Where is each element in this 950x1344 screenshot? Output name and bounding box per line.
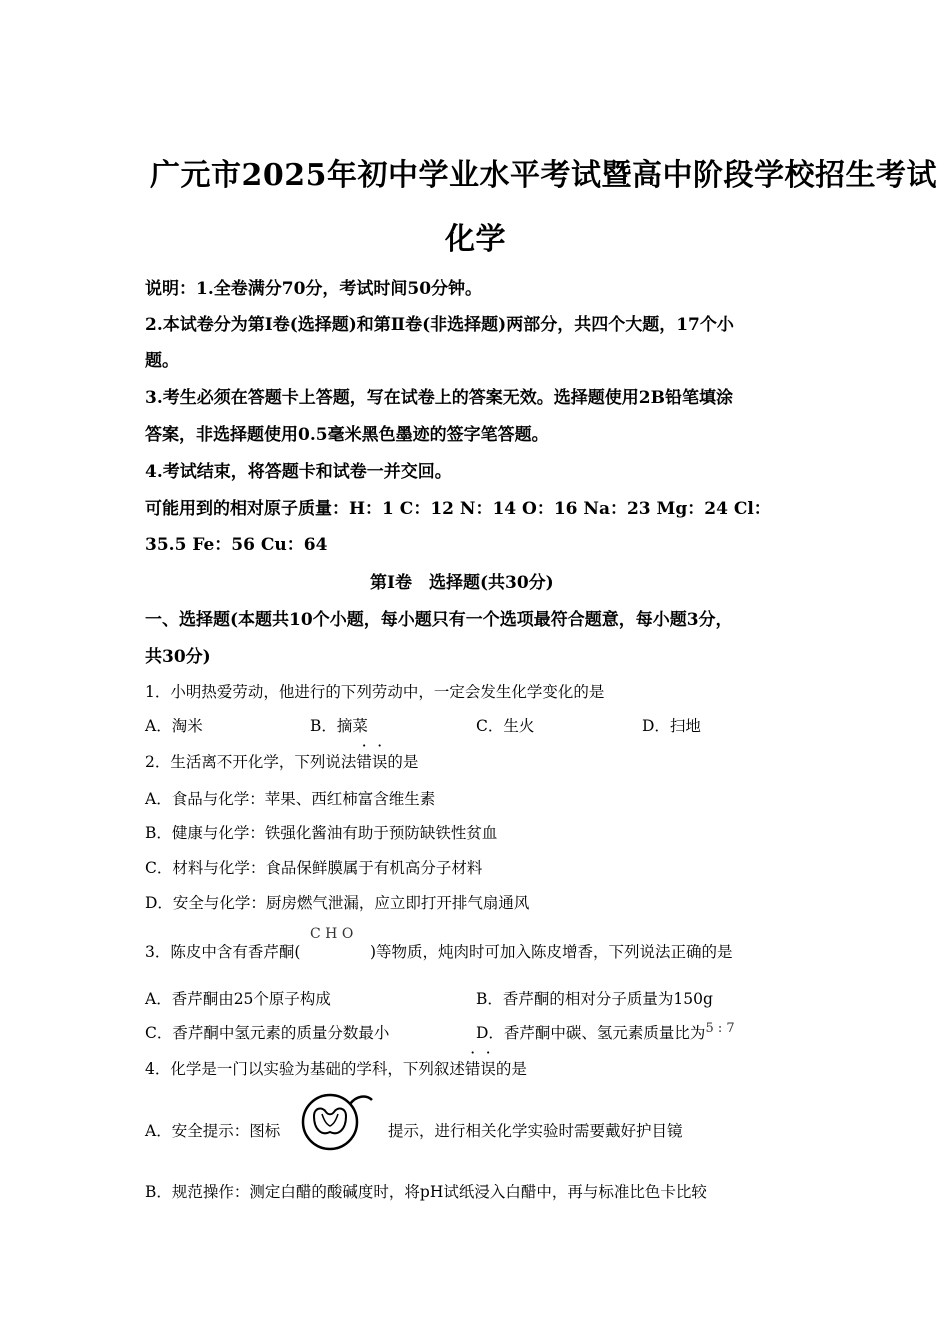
mass-ratio: 5 : 7: [705, 1021, 735, 1036]
option-c: C．材料与化学：食品保鲜膜属于有机高分子材料: [145, 859, 483, 877]
instruction-line: 答案，非选择题使用0.5毫米黑色墨迹的签字笔答题。: [145, 425, 549, 445]
option-c: C．生火: [476, 717, 535, 735]
option-b: B．摘菜: [310, 717, 368, 735]
option-d: [476, 1021, 735, 1043]
option-a: A．香芹酮由25个原子构成: [145, 990, 331, 1008]
option-d: D．扫地: [642, 717, 701, 735]
stem-text: 2．生活离不开化学，下列说法: [145, 753, 357, 771]
option-d: D．安全与化学：厨房燃气泄漏，应立即打开排气扇通风: [145, 894, 530, 912]
option-text: D．香芹酮中碳、氢元素质量比为: [476, 1024, 706, 1042]
option-a-continued: 提示，进行相关化学实验时需要戴好护目镜: [388, 1122, 683, 1140]
question-stem: )等物质，炖肉时可加入陈皮增香，下列说法正确的是: [370, 943, 733, 961]
emphasis-char: 误: [480, 1060, 496, 1078]
subject-title: 化学: [445, 222, 506, 257]
emphasis-char: 误: [371, 753, 388, 771]
option-b: B．规范操作：测定白醋的酸碱度时，将pH试纸浸入白醋中，再与标准比色卡比较: [145, 1183, 707, 1201]
stem-text: 的是: [495, 1060, 527, 1078]
chemical-formula: C H O: [310, 926, 354, 942]
section-heading: 一、选择题(本题共10个小题，每小题只有一个选项最符合题意，每小题3分，: [145, 610, 733, 630]
emphasis-char: 错: [356, 753, 372, 771]
question-stem: [145, 1057, 527, 1079]
emphasis-char: 错: [464, 1060, 481, 1078]
instruction-line: 2.本试卷分为第Ⅰ卷(选择题)和第Ⅱ卷(非选择题)两部分，共四个大题，17个小: [145, 315, 734, 335]
option-b: B．香芹酮的相对分子质量为150g: [476, 990, 713, 1008]
goggles-icon: [300, 1090, 376, 1152]
instruction-line: 4.考试结束，将答题卡和试卷一并交回。: [145, 462, 452, 482]
option-b: B．健康与化学：铁强化酱油有助于预防缺铁性贫血: [145, 824, 498, 842]
instruction-line: 题。: [145, 351, 179, 371]
stem-text: 的是: [387, 753, 419, 771]
option-a: A．淘米: [145, 717, 203, 735]
atomic-mass-line: 35.5 Fe：56 Cu：64: [145, 535, 328, 555]
question-stem: 1．小明热爱劳动，他进行的下列劳动中，一定会发生化学变化的是: [145, 683, 605, 701]
instruction-line: 说明：1.全卷满分70分，考试时间50分钟。: [145, 279, 483, 299]
stem-text: 4．化学是一门以实验为基础的学科，下列叙述: [145, 1060, 465, 1078]
section-title: 第Ⅰ卷 选择题(共30分): [370, 573, 554, 593]
question-stem: 3．陈皮中含有香芹酮(: [145, 943, 301, 961]
section-heading: 共30分): [145, 647, 211, 667]
option-a: A．安全提示：图标: [145, 1122, 281, 1140]
instruction-line: 3.考生必须在答题卡上答题，写在试卷上的答案无效。选择题使用2B铅笔填涂: [145, 388, 733, 408]
atomic-mass-line: 可能用到的相对原子质量：H：1 C：12 N：14 O：16 Na：23 Mg：24 Cl：: [145, 499, 771, 519]
question-stem: [145, 750, 418, 772]
option-c: C．香芹酮中氢元素的质量分数最小: [145, 1024, 390, 1042]
option-a: A．食品与化学：苹果、西红柿富含维生素: [145, 790, 436, 808]
exam-title: 广元市2025年初中学业水平考试暨高中阶段学校招生考试: [150, 158, 937, 193]
